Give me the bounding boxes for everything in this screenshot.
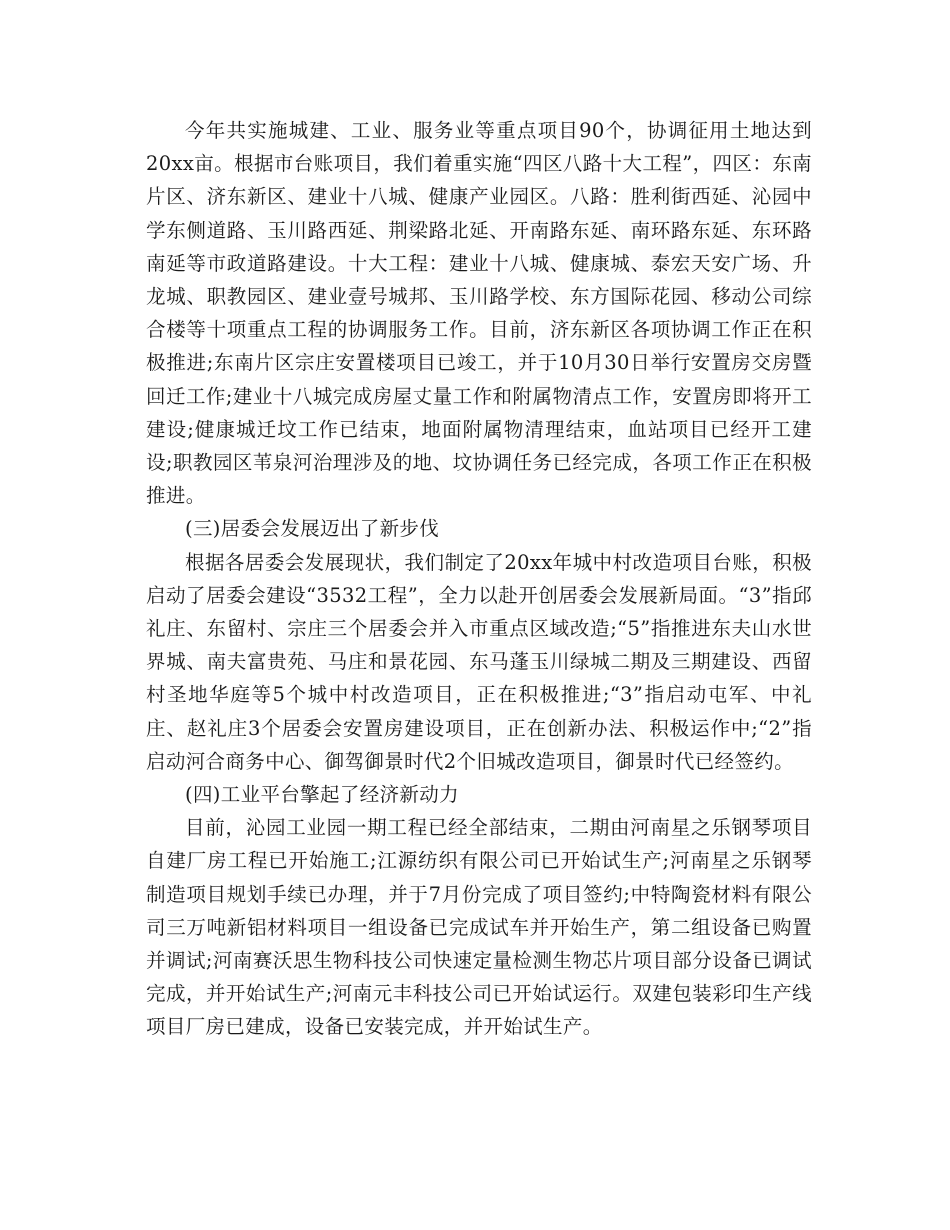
paragraph-residents-committee: 根据各居委会发展现状，我们制定了20xx年城中村改造项目台账，积极启动了居委会建设“3532工程”，全力以赴开创居委会发展新局面。“3”指邱礼庄、东留村、宗庄三个居委会并入市重点区域改造;“5”指推进东夫山水世界城、南夫富贵苑、马庄和景花园、东马蓬玉川绿城二期及三期建设、西留村圣地华庭等5个城中村改造项目，正在积极推进;“3”指启动屯军、中礼庄、赵礼庄3个居委会安置房建设项目，正在创新办法、积极运作中;“2”指启动河合商务中心、御驾御景时代2个旧城改造项目，御景时代已经签约。	[146, 550, 812, 773]
document-body	[146, 114, 812, 1044]
section-heading-industrial-platform: (四)工业平台擎起了经济新动力	[185, 783, 459, 807]
paragraph-key-projects: 今年共实施城建、工业、服务业等重点项目90个，协调征用土地达到20xx亩。根据市台账项目，我们着重实施“四区八路十大工程”，四区：东南片区、济东新区、建业十八城、健康产业园区。八路：胜利街西延、沁园中学东侧道路、玉川路西延、荆梁路北延、开南路东延、南环路东延、东环路南延等市政道路建设。十大工程：建业十八城、健康城、泰宏天安广场、升龙城、职教园区、建业壹号城邦、玉川路学校、东方国际花园、移动公司综合楼等十项重点工程的协调服务工作。目前，济东新区各项协调工作正在积极推进;东南片区宗庄安置楼项目已竣工，并于10月30日举行安置房交房暨回迁工作;建业十八城完成房屋丈量工作和附属物清点工作，安置房即将开工建设;健康城迁坟工作已结束，地面附属物清理结束，血站项目已经开工建设;职教园区苇泉河治理涉及的地、坟协调任务已经完成，各项工作正在积极推进。	[146, 119, 812, 508]
section-heading-residents-committee: (三)居委会发展迈出了新步伐	[185, 517, 440, 541]
paragraph-industrial-platform: 目前，沁园工业园一期工程已经全部结束，二期由河南星之乐钢琴项目自建厂房工程已开始施工;江源纺织有限公司已开始试生产;河南星之乐钢琴制造项目规划手续已办理，并于7月份完成了项目签约;中特陶瓷材料有限公司三万吨新铝材料项目一组设备已完成试车并开始生产，第二组设备已购置并调试;河南赛沃思生物科技公司快速定量检测生物芯片项目部分设备已调试完成，并开始试生产;河南元丰科技公司已开始试运行。双建包装彩印生产线项目厂房已建成，设备已安装完成，并开始试生产。	[146, 816, 812, 1039]
